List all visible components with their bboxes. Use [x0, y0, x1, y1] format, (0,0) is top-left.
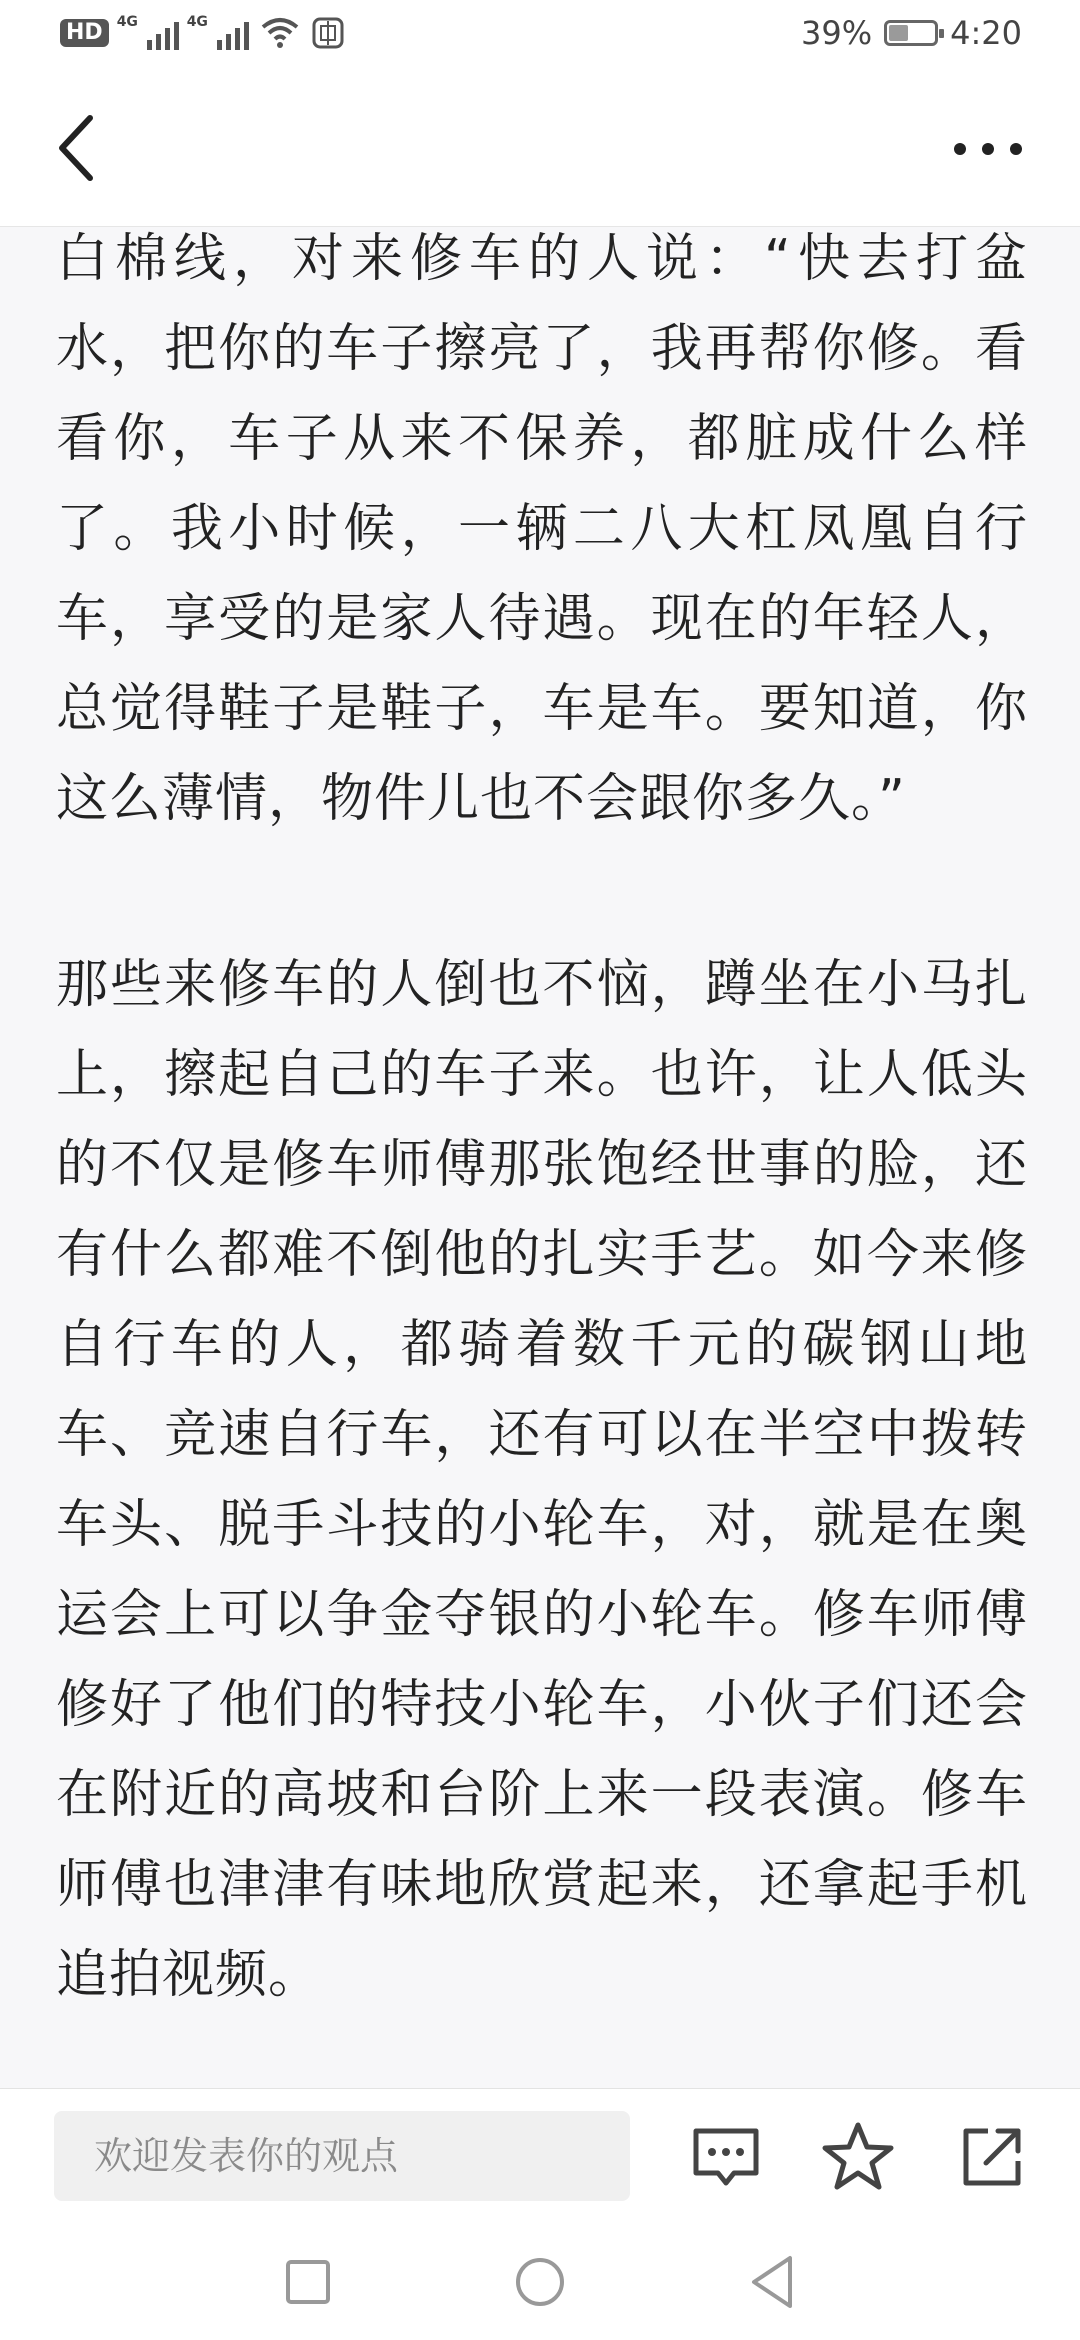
more-button[interactable] — [948, 114, 1028, 184]
more-horizontal-icon — [948, 114, 1028, 184]
back-triangle-icon — [734, 2244, 810, 2320]
home-icon — [502, 2244, 578, 2320]
hd-badge: HD — [60, 19, 109, 47]
article-paragraph-1: 白棉线，对来修车的人说：“快去打盆水，把你的车子擦亮了，我再帮你修。看看你，车子从来不保养，都脏成什么样了。我小时候，一辆二八大杠凤凰自行车，享受的是家人待遇。现在的年轻人，总觉得鞋子是鞋子，车是车。要知道，你这么薄情，物件儿也不会跟你多久。” — [56, 229, 1028, 829]
status-bar — [0, 0, 1080, 74]
signal-2-icon: 4G — [191, 16, 249, 50]
bottom-action-bar — [0, 2088, 1080, 2219]
share-icon — [952, 2117, 1032, 2197]
comment-button[interactable] — [686, 2117, 766, 2197]
status-right — [801, 14, 1022, 52]
article-content — [0, 226, 1080, 2088]
article-paragraph-2: 那些来修车的人倒也不恼，蹲坐在小马扎上，擦起自己的车子来。也许，让人低头的不仅是修车师傅那张饱经世事的脸，还有什么都难不倒他的扎实手艺。如今来修自行车的人，都骑着数千元的碳钢山地车、竞速自行车，还有可以在半空中拨转车头、脱手斗技的小轮车，对，就是在奥运会上可以争金夺银的小轮车。修车师傅修好了他们的特技小轮车，小伙子们还会在附近的高坡和台阶上来一段表演。修车师傅也津津有味地欣赏起来，还拿起手机追拍视频。 — [56, 955, 1028, 2005]
signal-1-icon: 4G — [121, 16, 179, 50]
nfc-icon — [311, 16, 345, 50]
status-left — [60, 16, 345, 50]
home-button[interactable] — [502, 2244, 578, 2320]
back-button[interactable] — [50, 108, 120, 188]
chevron-left-icon — [50, 108, 120, 188]
star-icon — [818, 2117, 898, 2197]
comment-input[interactable] — [54, 2111, 630, 2201]
clock: 4:20 — [950, 14, 1022, 52]
system-nav-bar — [0, 2218, 1080, 2340]
recent-apps-button[interactable] — [270, 2244, 346, 2320]
recent-apps-icon — [270, 2244, 346, 2320]
system-back-button[interactable] — [734, 2244, 810, 2320]
comment-icon — [686, 2117, 766, 2197]
battery-percent: 39% — [801, 14, 873, 52]
wifi-icon — [261, 17, 299, 49]
top-bar — [0, 74, 1080, 227]
share-button[interactable] — [952, 2117, 1032, 2197]
favorite-button[interactable] — [818, 2117, 898, 2197]
battery-icon — [884, 20, 938, 46]
